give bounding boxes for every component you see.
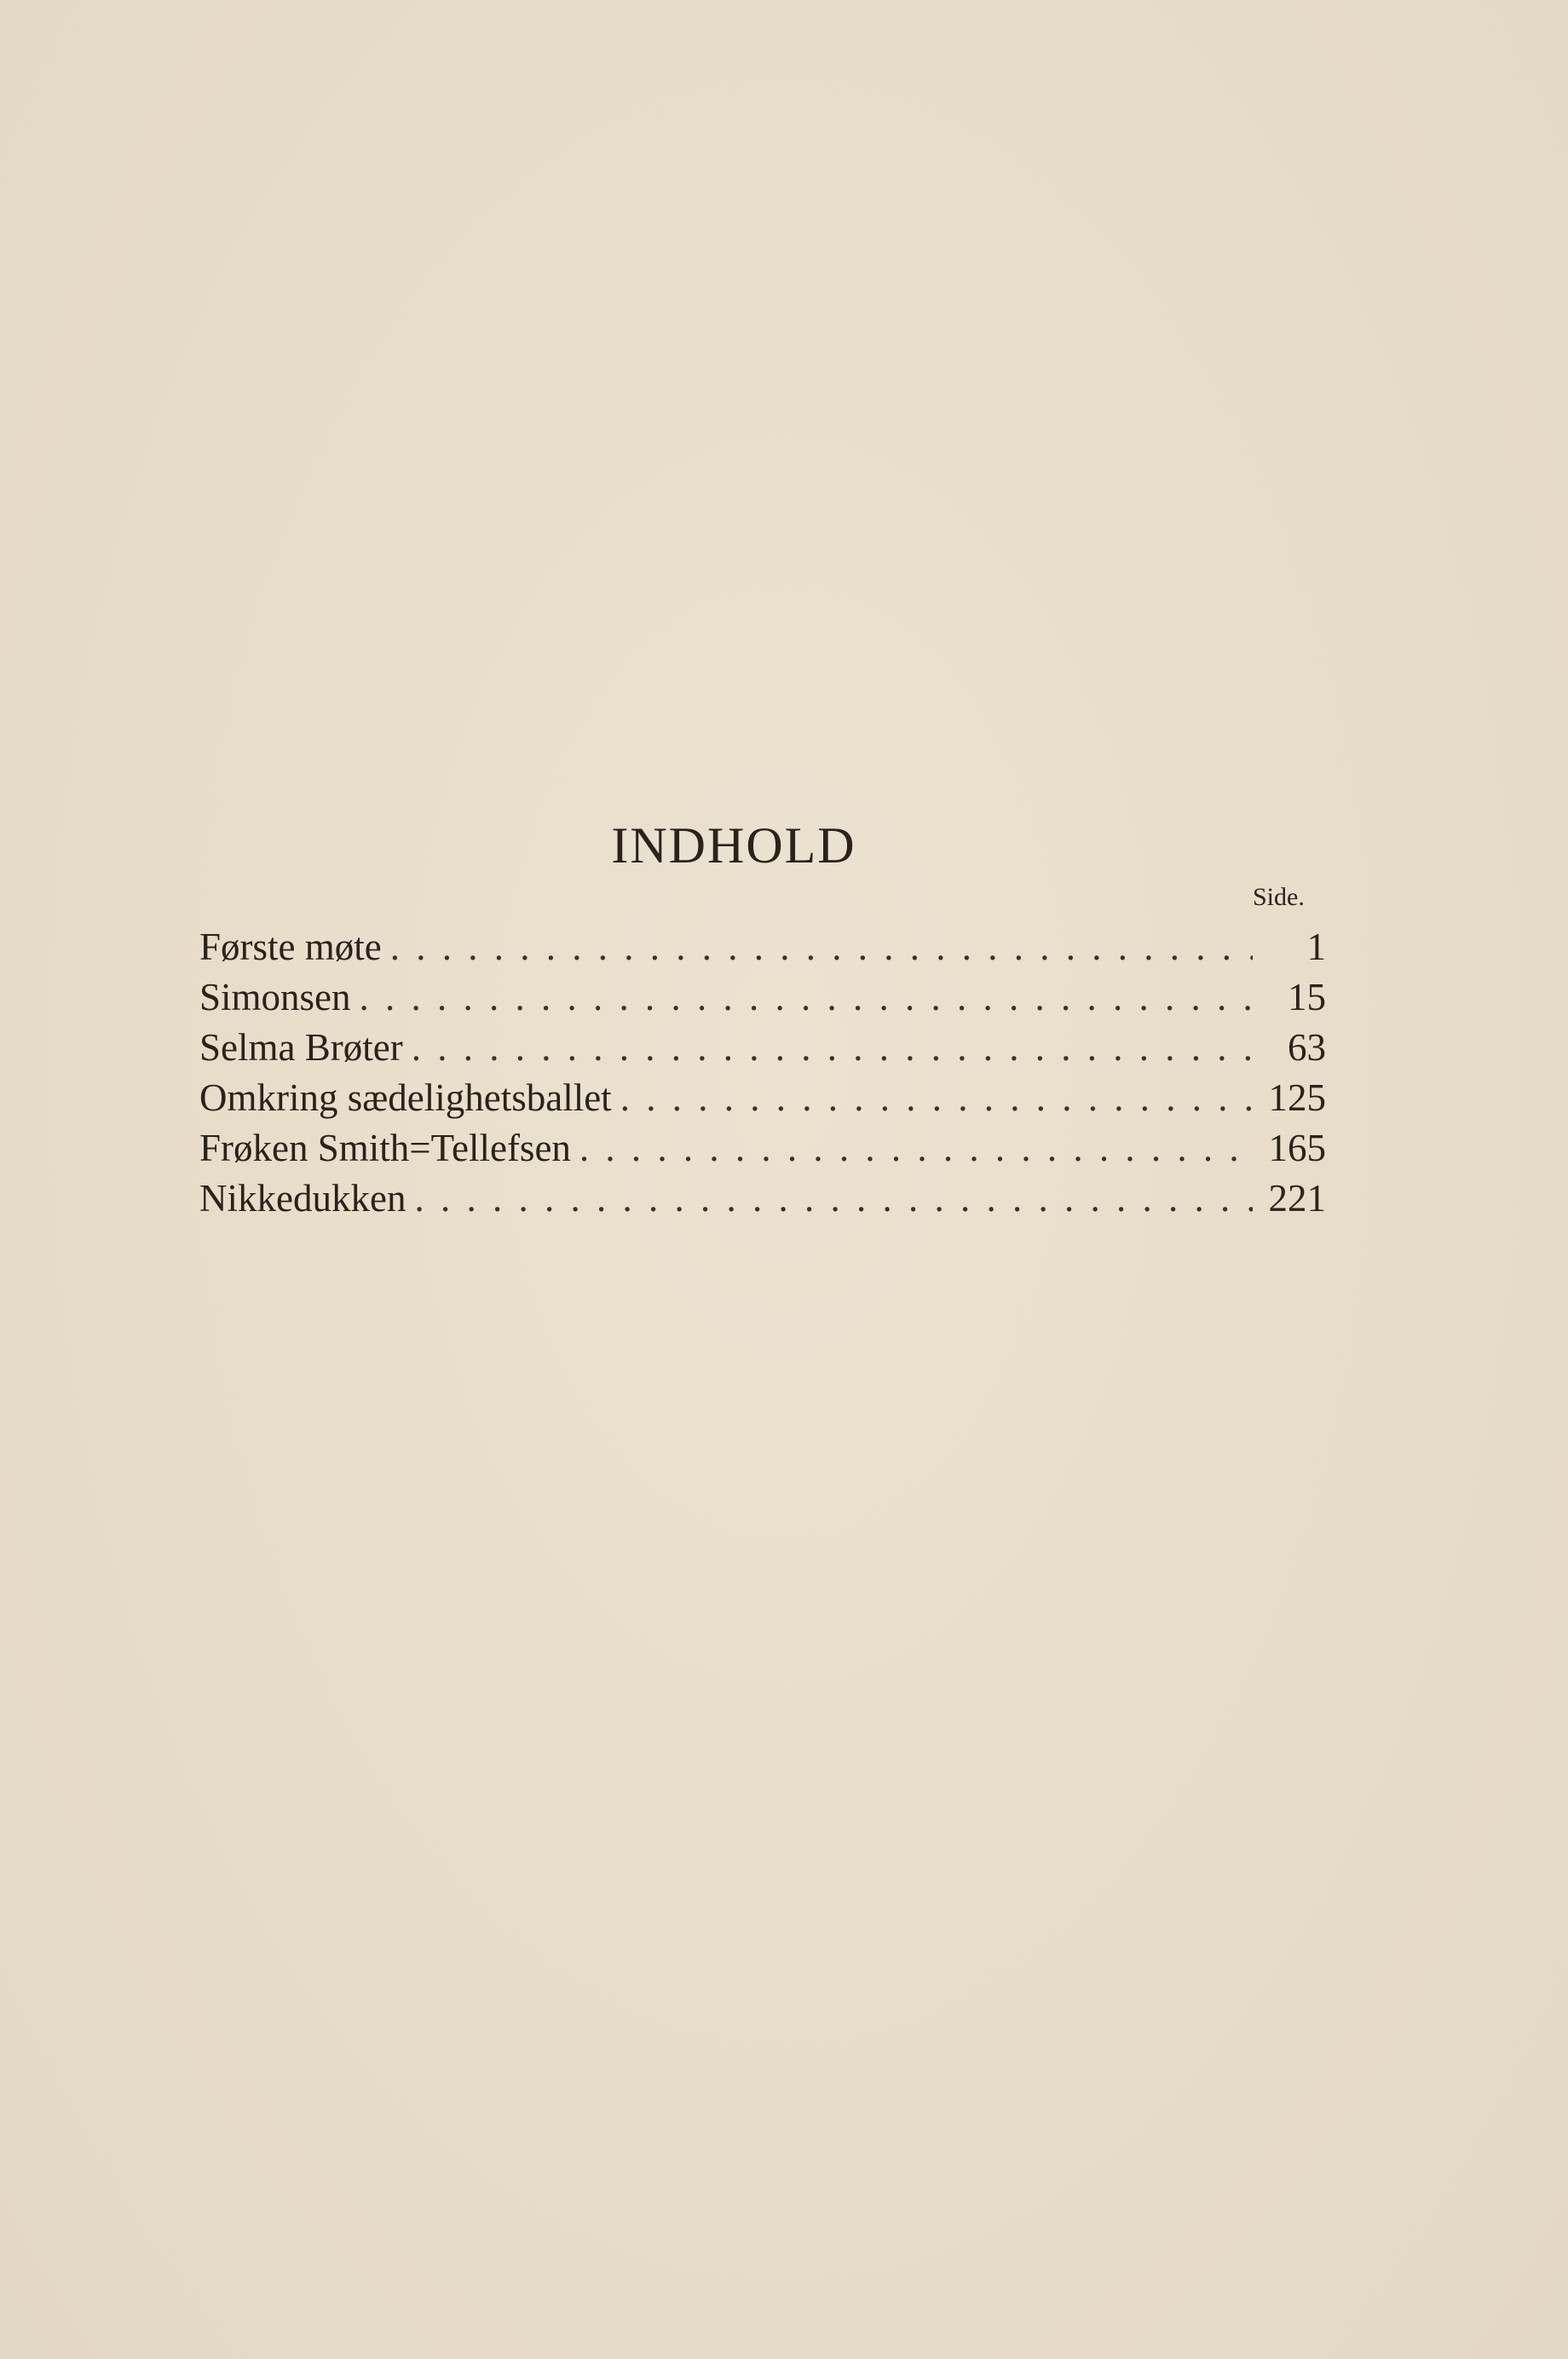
dot-leader — [412, 1023, 1253, 1073]
toc-entry — [199, 972, 1326, 1023]
page-title: INDHOLD — [611, 817, 856, 874]
toc-entry-page: 1 — [1306, 926, 1326, 968]
toc-entry-title: Første møte — [199, 926, 382, 968]
page-column-label: Side. — [1253, 883, 1305, 911]
dot-leader — [579, 1123, 1253, 1174]
toc-entry-page: 221 — [1268, 1177, 1326, 1220]
toc-entry-title: Omkring sædelighetsballet — [199, 1076, 612, 1119]
toc-entry — [199, 1174, 1326, 1224]
toc-entry — [199, 1123, 1326, 1174]
toc-entry-title: Selma Brøter — [199, 1026, 403, 1069]
toc-entry — [199, 922, 1326, 972]
toc-entry — [199, 1073, 1326, 1123]
toc-entry — [199, 1023, 1326, 1073]
toc-entry-page: 63 — [1288, 1026, 1326, 1069]
dot-leader — [360, 972, 1253, 1023]
toc-entry-title: Frøken Smith=Tellefsen — [199, 1127, 571, 1169]
toc-entry-page: 125 — [1268, 1076, 1326, 1119]
dot-leader — [414, 1174, 1253, 1224]
toc-entry-title: Simonsen — [199, 976, 351, 1018]
toc-entry-page: 165 — [1268, 1127, 1326, 1169]
dot-leader — [620, 1073, 1253, 1123]
toc-entry-page: 15 — [1288, 976, 1326, 1018]
dot-leader — [390, 922, 1253, 972]
table-of-contents — [199, 922, 1326, 1224]
toc-entry-title: Nikkedukken — [199, 1177, 406, 1220]
